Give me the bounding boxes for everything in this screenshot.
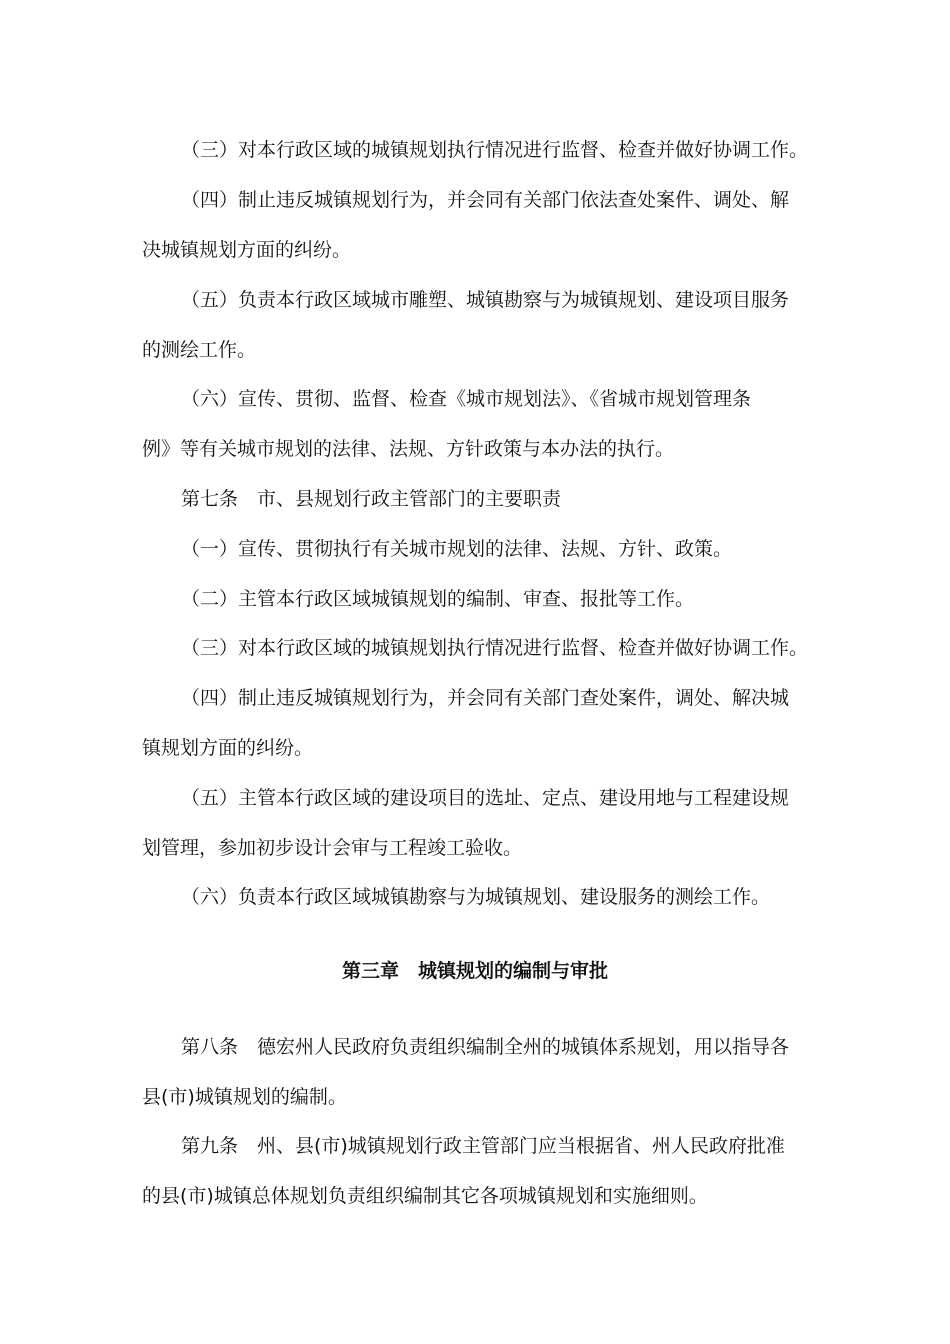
paragraph-line: （五）主管本行政区域的建设项目的选址、定点、建设用地与工程建设规 <box>181 787 790 809</box>
article-heading: 第七条 市、县规划行政主管部门的主要职责 <box>181 488 562 510</box>
paragraph-line: 镇规划方面的纠纷。 <box>142 737 314 759</box>
article-paragraph: 第九条 州、县(市)城镇规划行政主管部门应当根据省、州人民政府批准 <box>181 1135 785 1157</box>
paragraph-line: （一）宣传、贯彻执行有关城市规划的法律、法规、方针、政策。 <box>181 538 733 560</box>
paragraph-line: （三）对本行政区域的城镇规划执行情况进行监督、检查并做好协调工作。 <box>181 139 809 161</box>
chapter-heading: 第三章 城镇规划的编制与审批 <box>341 960 608 982</box>
paragraph-line: 的测绘工作。 <box>142 339 257 361</box>
paragraph-line: 的县(市)城镇总体规划负责组织编制其它各项城镇规划和实施细则。 <box>142 1185 708 1207</box>
paragraph-line: 决城镇规划方面的纠纷。 <box>142 239 352 261</box>
paragraph-line: （三）对本行政区域的城镇规划执行情况进行监督、检查并做好协调工作。 <box>181 637 809 659</box>
paragraph-line: （六）负责本行政区域城镇勘察与为城镇规划、建设服务的测绘工作。 <box>181 886 771 908</box>
paragraph-line: （六）宣传、贯彻、监督、检查《城市规划法》、《省城市规划管理条 <box>181 388 752 410</box>
paragraph-line: （四）制止违反城镇规划行为，并会同有关部门依法查处案件、调处、解 <box>181 189 790 211</box>
paragraph-line: 划管理，参加初步设计会审与工程竣工验收。 <box>142 837 523 859</box>
article-paragraph: 第八条 德宏州人民政府负责组织编制全州的城镇体系规划，用以指导各 <box>181 1036 790 1058</box>
paragraph-line: 县(市)城镇规划的编制。 <box>142 1086 347 1108</box>
paragraph-line: （四）制止违反城镇规划行为，并会同有关部门查处案件，调处、解决城 <box>181 687 790 709</box>
paragraph-line: 例》等有关城市规划的法律、法规、方针政策与本办法的执行。 <box>142 438 675 460</box>
paragraph-line: （二）主管本行政区域城镇规划的编制、审查、报批等工作。 <box>181 588 695 610</box>
paragraph-line: （五）负责本行政区域城市雕塑、城镇勘察与为城镇规划、建设项目服务 <box>181 289 790 311</box>
